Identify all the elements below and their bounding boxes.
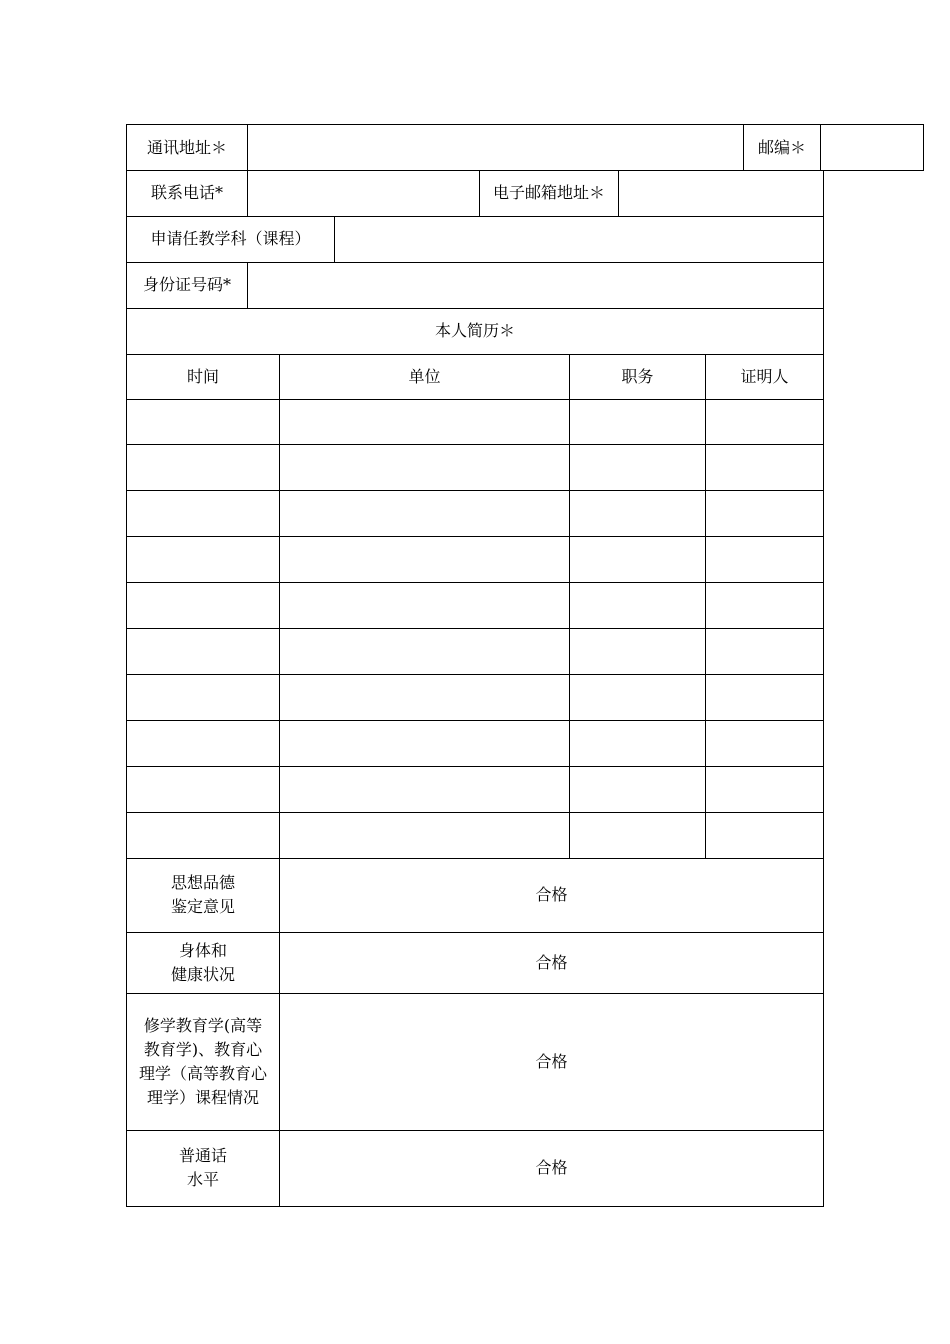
unit-cell[interactable] (280, 767, 570, 813)
position-cell[interactable] (570, 675, 706, 721)
evaluation-value: 合格 (280, 1130, 824, 1207)
time-cell[interactable] (126, 399, 280, 445)
evaluation-value: 合格 (280, 993, 824, 1131)
position-cell[interactable] (570, 767, 706, 813)
header-time: 时间 (126, 354, 280, 400)
evaluation-label: 身体和 健康状况 (126, 932, 280, 994)
postcode-label: 邮编＊ (743, 124, 821, 171)
postcode-field[interactable] (821, 124, 924, 171)
subject-field[interactable] (335, 216, 824, 263)
time-cell[interactable] (126, 583, 280, 629)
time-cell[interactable] (126, 813, 280, 859)
evaluation-label: 修学教育学(高等 教育学)、教育心 理学（高等教育心 理学）课程情况 (126, 993, 280, 1131)
time-cell[interactable] (126, 629, 280, 675)
header-position: 职务 (570, 354, 706, 400)
resume-header-row (126, 354, 824, 400)
time-cell[interactable] (126, 491, 280, 537)
reference-cell[interactable] (706, 491, 824, 537)
header-unit: 单位 (280, 354, 570, 400)
email-field[interactable] (619, 170, 824, 217)
unit-cell[interactable] (280, 675, 570, 721)
resume-row (126, 583, 824, 629)
address-field[interactable] (248, 124, 744, 171)
time-cell[interactable] (126, 445, 280, 491)
resume-row (126, 721, 824, 767)
position-cell[interactable] (570, 491, 706, 537)
evaluation-row (126, 932, 824, 994)
id-label: 身份证号码* (126, 262, 248, 309)
position-cell[interactable] (570, 583, 706, 629)
evaluation-label: 思想品德 鉴定意见 (126, 857, 280, 933)
unit-cell[interactable] (280, 813, 570, 859)
id-row (126, 262, 824, 309)
resume-row (126, 445, 824, 491)
address-label: 通讯地址＊ (126, 124, 248, 171)
id-field[interactable] (248, 262, 824, 309)
evaluation-row (126, 857, 824, 933)
position-cell[interactable] (570, 399, 706, 445)
position-cell[interactable] (570, 721, 706, 767)
phone-email-row (126, 170, 824, 217)
unit-cell[interactable] (280, 721, 570, 767)
header-reference: 证明人 (706, 354, 824, 400)
evaluation-value: 合格 (280, 857, 824, 933)
resume-row (126, 813, 824, 859)
time-cell[interactable] (126, 537, 280, 583)
unit-cell[interactable] (280, 583, 570, 629)
reference-cell[interactable] (706, 583, 824, 629)
subject-label: 申请任教学科（课程） (126, 216, 335, 263)
unit-cell[interactable] (280, 537, 570, 583)
email-label: 电子邮箱地址＊ (479, 170, 619, 217)
time-cell[interactable] (126, 767, 280, 813)
position-cell[interactable] (570, 537, 706, 583)
position-cell[interactable] (570, 445, 706, 491)
reference-cell[interactable] (706, 629, 824, 675)
subject-row (126, 216, 824, 263)
evaluation-row (126, 1130, 824, 1207)
resume-row (126, 537, 824, 583)
resume-row (126, 767, 824, 813)
resume-title-row (126, 308, 824, 355)
evaluation-row (126, 993, 824, 1131)
reference-cell[interactable] (706, 537, 824, 583)
reference-cell[interactable] (706, 813, 824, 859)
resume-title: 本人简历＊ (126, 308, 824, 355)
address-row (126, 124, 824, 171)
reference-cell[interactable] (706, 675, 824, 721)
time-cell[interactable] (126, 675, 280, 721)
reference-cell[interactable] (706, 445, 824, 491)
resume-row (126, 675, 824, 721)
evaluation-value: 合格 (280, 932, 824, 994)
unit-cell[interactable] (280, 399, 570, 445)
resume-row (126, 399, 824, 445)
time-cell[interactable] (126, 721, 280, 767)
reference-cell[interactable] (706, 767, 824, 813)
position-cell[interactable] (570, 629, 706, 675)
phone-label: 联系电话* (126, 170, 248, 217)
resume-row (126, 491, 824, 537)
evaluation-label: 普通话 水平 (126, 1130, 280, 1207)
unit-cell[interactable] (280, 629, 570, 675)
resume-row (126, 629, 824, 675)
unit-cell[interactable] (280, 445, 570, 491)
position-cell[interactable] (570, 813, 706, 859)
unit-cell[interactable] (280, 491, 570, 537)
reference-cell[interactable] (706, 399, 824, 445)
reference-cell[interactable] (706, 721, 824, 767)
